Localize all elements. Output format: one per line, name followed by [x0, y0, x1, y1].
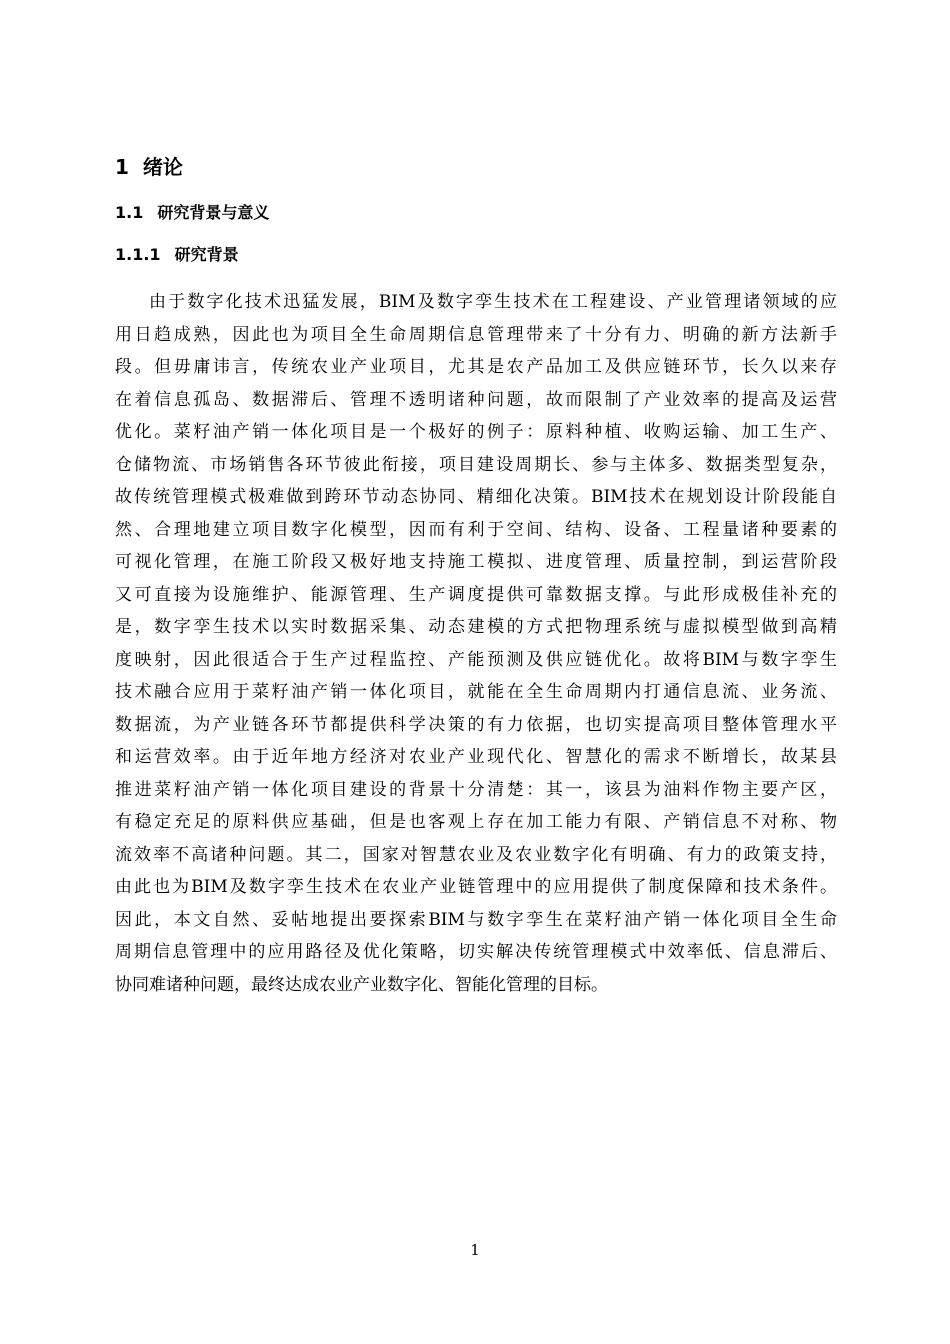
paragraph-line: 技术融合应用于菜籽油产销一体化项目，就能在全生命周期内打通信息流、业务流、 — [115, 682, 837, 702]
chapter-heading — [115, 152, 183, 182]
paragraph-line: 在着信息孤岛、数据滞后、管理不透明诸种问题，故而限制了产业效率的提高及运营 — [115, 389, 837, 410]
subsection-heading — [115, 242, 239, 268]
paragraph-line: 推进菜籽油产销一体化项目建设的背景十分清楚：其一，该县为油料作物主要产区， — [115, 779, 837, 800]
paragraph-line: 和运营效率。由于近年地方经济对农业产业现代化、智慧化的需求不断增长，故某县 — [115, 747, 837, 767]
section-heading — [115, 200, 269, 226]
body-paragraph — [115, 286, 837, 1001]
paragraph-line: 由此也为BIM及数字孪生技术在农业产业链管理中的应用提供了制度保障和技术条件。 — [115, 877, 837, 897]
chapter-number: 1 — [115, 155, 129, 179]
subsection-number: 1.1.1 — [115, 245, 161, 264]
paragraph-line: 由于数字化技术迅猛发展，BIM及数字孪生技术在工程建设、产业管理诸领域的应 — [149, 292, 837, 312]
paragraph-line: 优化。菜籽油产销一体化项目是一个极好的例子：原料种植、收购运输、加工生产、 — [115, 422, 837, 442]
paragraph-line: 段。但毋庸讳言，传统农业产业项目，尤其是农产品加工及供应链环节，长久以来存 — [115, 357, 837, 377]
paragraph-line: 然、合理地建立项目数字化模型，因而有利于空间、结构、设备、工程量诸种要素的 — [115, 519, 837, 540]
subsection-title: 研究背景 — [174, 245, 239, 264]
paragraph-line: 是，数字孪生技术以实时数据采集、动态建模的方式把物理系统与虚拟模型做到高精 — [115, 617, 837, 637]
chapter-title: 绪论 — [142, 155, 183, 179]
paragraph-line: 有稳定充足的原料供应基础，但是也客观上存在加工能力有限、产销信息不对称、物 — [115, 812, 837, 832]
paragraph-line: 周期信息管理中的应用路径及优化策略，切实解决传统管理模式中效率低、信息滞后、 — [115, 942, 837, 962]
section-title: 研究背景与意义 — [157, 203, 270, 222]
paragraph-line: 度映射，因此很适合于生产过程监控、产能预测及供应链优化。故将BIM与数字孪生 — [115, 649, 837, 670]
page-number: 1 — [470, 1241, 480, 1259]
paragraph-line: 数据流，为产业链各环节都提供科学决策的有力依据，也切实提高项目整体管理水平 — [115, 714, 837, 735]
paragraph-line: 协同难诸种问题，最终达成农业产业数字化、智能化管理的目标。 — [115, 974, 608, 995]
paragraph-line: 用日趋成熟，因此也为项目全生命周期信息管理带来了十分有力、明确的新方法新手 — [115, 324, 837, 345]
paragraph-line: 可视化管理，在施工阶段又极好地支持施工模拟、进度管理、质量控制，到运营阶段 — [115, 552, 837, 572]
paragraph-line: 仓储物流、市场销售各环节彼此衔接，项目建设周期长、参与主体多、数据类型复杂， — [115, 454, 837, 475]
paragraph-line: 故传统管理模式极难做到跨环节动态协同、精细化决策。BIM技术在规划设计阶段能自 — [115, 487, 837, 507]
paragraph-line: 又可直接为设施维护、能源管理、生产调度提供可靠数据支撑。与此形成极佳补充的 — [115, 584, 837, 605]
section-number: 1.1 — [115, 203, 144, 222]
paragraph-line: 因此，本文自然、妥帖地提出要探索BIM与数字孪生在菜籽油产销一体化项目全生命 — [115, 909, 837, 930]
paragraph-line: 流效率不高诸种问题。其二，国家对智慧农业及农业数字化有明确、有力的政策支持， — [115, 844, 837, 865]
